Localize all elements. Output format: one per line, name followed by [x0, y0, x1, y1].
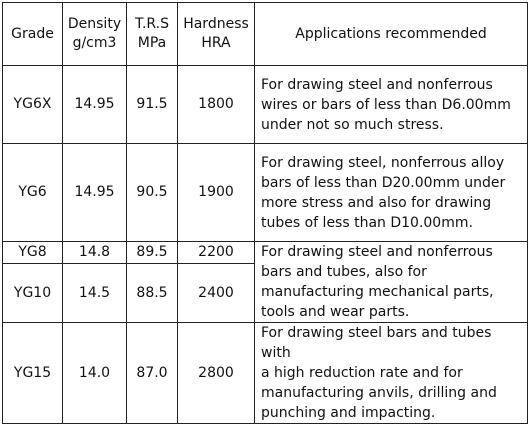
cell-trs: 87.0 [127, 323, 178, 424]
cell-trs: 88.5 [127, 264, 178, 323]
cell-application: For drawing steel bars and tubes with a high reduction rate and for manufacturing anvils, drilling and punching and impacting. [255, 323, 528, 424]
cell-grade: YG8 [3, 242, 63, 264]
table-row [3, 323, 528, 424]
header-hardness: Hardness HRA [178, 3, 255, 66]
cell-density: 14.5 [63, 264, 127, 323]
cell-grade: YG10 [3, 264, 63, 323]
table-header-row [3, 3, 528, 66]
cell-grade: YG6 [3, 144, 63, 242]
cell-density: 14.95 [63, 66, 127, 144]
table-row [3, 66, 528, 144]
cell-grade: YG15 [3, 323, 63, 424]
cell-trs: 90.5 [127, 144, 178, 242]
table-row [3, 242, 528, 264]
header-grade: Grade [3, 3, 63, 66]
header-density: Density g/cm3 [63, 3, 127, 66]
cell-application: For drawing steel, nonferrous alloy bars of less than D20.00mm under more stress and also for drawing tubes of less than D10.00mm. [255, 144, 528, 242]
cell-hardness: 2400 [178, 264, 255, 323]
cell-hardness: 2200 [178, 242, 255, 264]
cell-hardness: 1800 [178, 66, 255, 144]
cell-hardness: 2800 [178, 323, 255, 424]
cell-density: 14.0 [63, 323, 127, 424]
header-trs: T.R.S MPa [127, 3, 178, 66]
header-applications: Applications recommended [255, 3, 528, 66]
cell-hardness: 1900 [178, 144, 255, 242]
cell-application: For drawing steel and nonferrous wires or bars of less than D6.00mm under not so much stress. [255, 66, 528, 144]
cell-density: 14.95 [63, 144, 127, 242]
cell-trs: 89.5 [127, 242, 178, 264]
cell-application: For drawing steel and nonferrous bars and tubes, also for manufacturing mechanical parts, tools and wear parts. [255, 242, 528, 323]
table-row [3, 144, 528, 242]
cell-grade: YG6X [3, 66, 63, 144]
grade-specs-table [2, 2, 528, 424]
cell-trs: 91.5 [127, 66, 178, 144]
cell-density: 14.8 [63, 242, 127, 264]
